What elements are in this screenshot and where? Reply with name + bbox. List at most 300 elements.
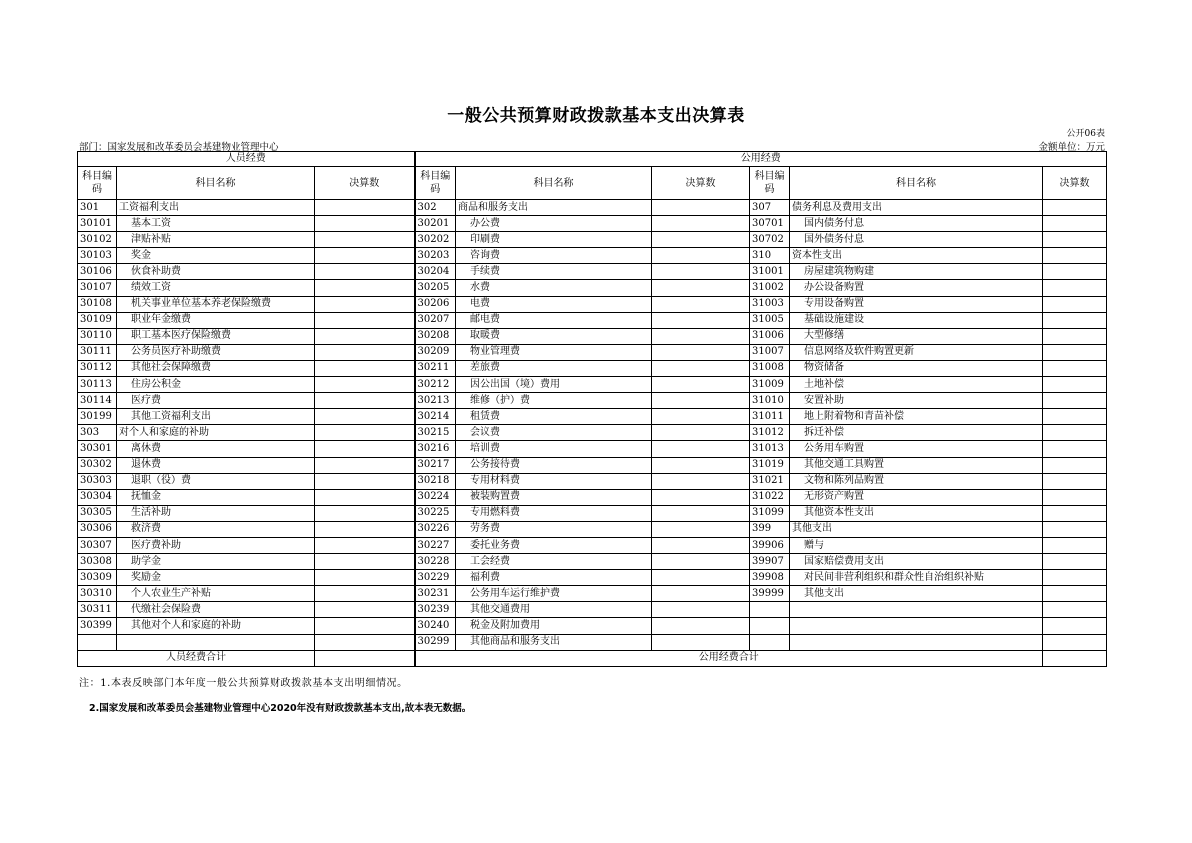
amount-cell: [652, 473, 750, 489]
group-header-public: 公用经费: [415, 152, 1107, 167]
amount-cell: [1043, 489, 1107, 505]
amount-cell: [1043, 409, 1107, 425]
subject-name: 公务用车运行维护费: [456, 586, 652, 602]
subject-code: 30201: [415, 216, 456, 232]
subject-code: 30205: [415, 280, 456, 296]
subject-name: 租赁费: [456, 409, 652, 425]
subject-name: 邮电费: [456, 312, 652, 328]
subject-code: 31022: [750, 489, 790, 505]
subject-code: 30202: [415, 232, 456, 248]
subject-code: 30310: [78, 586, 117, 602]
amount-cell: [652, 441, 750, 457]
amount-cell: [315, 505, 415, 521]
subject-name: 地上附着物和青苗补偿: [790, 409, 1043, 425]
subject-code: 31001: [750, 264, 790, 280]
note-2: 2.国家发展和改革委员会基建物业管理中心2020年没有财政拨款基本支出,故本表无数据。: [89, 703, 472, 714]
amount-cell: [315, 264, 415, 280]
subject-code: 30101: [78, 216, 117, 232]
col-header-name: 科目名称: [456, 167, 652, 200]
subject-name: 工会经费: [456, 554, 652, 570]
table-row: [78, 570, 1107, 586]
subject-code: 30199: [78, 409, 117, 425]
subject-code: 30102: [78, 232, 117, 248]
amount-cell: [1043, 505, 1107, 521]
amount-cell: [652, 570, 750, 586]
col-header-name: 科目名称: [790, 167, 1043, 200]
table-row: [78, 473, 1107, 489]
table-row: [78, 216, 1107, 232]
subject-code: 30217: [415, 457, 456, 473]
amount-cell: [1043, 216, 1107, 232]
subject-name: 专用设备购置: [790, 296, 1043, 312]
amount-cell: [315, 634, 415, 650]
subject-code: [78, 634, 117, 650]
amount-cell: [1043, 296, 1107, 312]
subject-code: 30701: [750, 216, 790, 232]
subject-code: [750, 634, 790, 650]
subject-name: 职工基本医疗保险缴费: [117, 328, 315, 344]
subject-code: 30204: [415, 264, 456, 280]
unit-label: 金额单位：万元: [1038, 142, 1105, 153]
amount-cell: [652, 216, 750, 232]
public-total-label: 公用经费合计: [415, 650, 1043, 666]
subject-name: 办公费: [456, 216, 652, 232]
subject-code: 30111: [78, 344, 117, 360]
expenditure-table: [77, 151, 1107, 667]
subject-code: 30207: [415, 312, 456, 328]
subject-name: 劳务费: [456, 521, 652, 537]
subject-code: 30305: [78, 505, 117, 521]
subject-name: 住房公积金: [117, 377, 315, 393]
subject-name: 奖励金: [117, 570, 315, 586]
table-row: [78, 377, 1107, 393]
subject-code: 30308: [78, 554, 117, 570]
amount-cell: [315, 457, 415, 473]
amount-cell: [1043, 473, 1107, 489]
subject-name: [790, 634, 1043, 650]
amount-cell: [652, 537, 750, 553]
subject-code: 30311: [78, 602, 117, 618]
subject-name: 其他交通工具购置: [790, 457, 1043, 473]
subject-name: 工资福利支出: [117, 200, 315, 216]
subject-name: 其他支出: [790, 521, 1043, 537]
col-header-code: 科目编码: [415, 167, 456, 200]
col-header-name: 科目名称: [117, 167, 315, 200]
amount-cell: [1043, 425, 1107, 441]
public-total-amount: [1043, 650, 1107, 666]
table-row: [78, 618, 1107, 634]
amount-cell: [652, 457, 750, 473]
subject-code: 30304: [78, 489, 117, 505]
table-row: [78, 521, 1107, 537]
amount-cell: [1043, 328, 1107, 344]
amount-cell: [315, 248, 415, 264]
subject-name: 个人农业生产补贴: [117, 586, 315, 602]
subject-name: 公务用车购置: [790, 441, 1043, 457]
subject-name: [790, 602, 1043, 618]
subject-code: 30109: [78, 312, 117, 328]
subject-code: 301: [78, 200, 117, 216]
amount-cell: [652, 296, 750, 312]
table-row: [78, 634, 1107, 650]
subject-name: 对民间非营利组织和群众性自治组织补贴: [790, 570, 1043, 586]
subject-code: 30303: [78, 473, 117, 489]
subject-code: 303: [78, 425, 117, 441]
subject-name: 水费: [456, 280, 652, 296]
subject-name: 赠与: [790, 537, 1043, 553]
subject-name: 生活补助: [117, 505, 315, 521]
subject-name: 专用材料费: [456, 473, 652, 489]
subject-name: 咨询费: [456, 248, 652, 264]
subject-name: 其他工资福利支出: [117, 409, 315, 425]
subject-name: 退职（役）费: [117, 473, 315, 489]
subject-code: 30307: [78, 537, 117, 553]
subject-name: 专用燃料费: [456, 505, 652, 521]
subject-name: 手续费: [456, 264, 652, 280]
subject-code: 31019: [750, 457, 790, 473]
amount-cell: [315, 554, 415, 570]
amount-cell: [1043, 264, 1107, 280]
subject-name: 办公设备购置: [790, 280, 1043, 296]
subject-code: 30211: [415, 360, 456, 376]
subject-name: 安置补助: [790, 393, 1043, 409]
subject-code: [750, 618, 790, 634]
table-row: [78, 489, 1107, 505]
table-row: [78, 505, 1107, 521]
subject-name: 伙食补助费: [117, 264, 315, 280]
subject-code: 31009: [750, 377, 790, 393]
subject-name: 其他资本性支出: [790, 505, 1043, 521]
amount-cell: [652, 328, 750, 344]
table-row: [78, 360, 1107, 376]
amount-cell: [1043, 618, 1107, 634]
table-row: [78, 441, 1107, 457]
subject-name: 取暖费: [456, 328, 652, 344]
amount-cell: [1043, 602, 1107, 618]
subject-name: 救济费: [117, 521, 315, 537]
subject-name: 国内债务付息: [790, 216, 1043, 232]
subject-code: 39906: [750, 537, 790, 553]
amount-cell: [652, 264, 750, 280]
amount-cell: [315, 393, 415, 409]
amount-cell: [1043, 360, 1107, 376]
subject-name: 大型修缮: [790, 328, 1043, 344]
amount-cell: [1043, 441, 1107, 457]
subject-code: 30108: [78, 296, 117, 312]
amount-cell: [652, 505, 750, 521]
subject-code: 310: [750, 248, 790, 264]
subject-code: 30209: [415, 344, 456, 360]
department-label: 部门：国家发展和改革委员会基建物业管理中心: [79, 142, 279, 153]
subject-code: 31011: [750, 409, 790, 425]
subject-code: 30107: [78, 280, 117, 296]
table-row: [78, 586, 1107, 602]
subject-code: 31003: [750, 296, 790, 312]
subject-name: 国外债务付息: [790, 232, 1043, 248]
subject-name: 其他交通费用: [456, 602, 652, 618]
table-row: [78, 554, 1107, 570]
amount-cell: [1043, 232, 1107, 248]
subject-name: 基本工资: [117, 216, 315, 232]
amount-cell: [315, 232, 415, 248]
table-row: [78, 344, 1107, 360]
col-header-code: 科目编码: [78, 167, 117, 200]
subject-name: 会议费: [456, 425, 652, 441]
table-row: [78, 312, 1107, 328]
col-header-amount: 决算数: [315, 167, 415, 200]
subject-code: 30110: [78, 328, 117, 344]
amount-cell: [315, 489, 415, 505]
subject-code: 30702: [750, 232, 790, 248]
subject-code: 30114: [78, 393, 117, 409]
subject-code: 31021: [750, 473, 790, 489]
subject-name: 委托业务费: [456, 537, 652, 553]
table-row: [78, 264, 1107, 280]
subject-code: 30214: [415, 409, 456, 425]
table-code: 公开06表: [1066, 129, 1105, 139]
subject-name: 因公出国（境）费用: [456, 377, 652, 393]
subject-name: 其他对个人和家庭的补助: [117, 618, 315, 634]
subject-code: 30399: [78, 618, 117, 634]
subject-code: 30227: [415, 537, 456, 553]
amount-cell: [1043, 521, 1107, 537]
table-row: [78, 328, 1107, 344]
subject-name: 信息网络及软件购置更新: [790, 344, 1043, 360]
amount-cell: [1043, 393, 1107, 409]
group-header-personnel: 人员经费: [78, 152, 415, 167]
amount-cell: [652, 248, 750, 264]
amount-cell: [315, 521, 415, 537]
subject-code: 30225: [415, 505, 456, 521]
amount-cell: [315, 586, 415, 602]
table-row: [78, 280, 1107, 296]
amount-cell: [1043, 537, 1107, 553]
subject-code: 39999: [750, 586, 790, 602]
subject-name: 退休费: [117, 457, 315, 473]
subject-code: 30218: [415, 473, 456, 489]
amount-cell: [315, 425, 415, 441]
table-row: [78, 393, 1107, 409]
amount-cell: [315, 312, 415, 328]
amount-cell: [1043, 312, 1107, 328]
subject-name: 对个人和家庭的补助: [117, 425, 315, 441]
subject-code: 31013: [750, 441, 790, 457]
subject-name: 机关事业单位基本养老保险缴费: [117, 296, 315, 312]
amount-cell: [315, 473, 415, 489]
subject-code: 30231: [415, 586, 456, 602]
amount-cell: [1043, 634, 1107, 650]
subject-code: 399: [750, 521, 790, 537]
subject-name: 代缴社会保险费: [117, 602, 315, 618]
subject-name: 拆迁补偿: [790, 425, 1043, 441]
subject-code: 30224: [415, 489, 456, 505]
subject-name: 维修（护）费: [456, 393, 652, 409]
page-title: 一般公共预算财政拨款基本支出决算表: [447, 106, 745, 126]
amount-cell: [1043, 248, 1107, 264]
subject-name: 印刷费: [456, 232, 652, 248]
amount-cell: [1043, 586, 1107, 602]
subject-name: 抚恤金: [117, 489, 315, 505]
subject-code: 30113: [78, 377, 117, 393]
column-header-row: [78, 167, 1107, 200]
amount-cell: [315, 200, 415, 216]
subject-code: 30208: [415, 328, 456, 344]
amount-cell: [652, 618, 750, 634]
subject-name: 文物和陈列品购置: [790, 473, 1043, 489]
amount-cell: [315, 377, 415, 393]
subject-code: 30240: [415, 618, 456, 634]
amount-cell: [652, 200, 750, 216]
subject-code: 30203: [415, 248, 456, 264]
amount-cell: [315, 296, 415, 312]
subject-name: 奖金: [117, 248, 315, 264]
amount-cell: [315, 344, 415, 360]
subject-code: 31099: [750, 505, 790, 521]
subject-name: 房屋建筑物购建: [790, 264, 1043, 280]
subject-name: 公务员医疗补助缴费: [117, 344, 315, 360]
amount-cell: [1043, 344, 1107, 360]
amount-cell: [652, 393, 750, 409]
subject-code: 30301: [78, 441, 117, 457]
subject-code: 30239: [415, 602, 456, 618]
table-row: [78, 425, 1107, 441]
group-header-row: [78, 152, 1107, 167]
amount-cell: [315, 216, 415, 232]
amount-cell: [652, 554, 750, 570]
amount-cell: [652, 344, 750, 360]
subject-name: 税金及附加费用: [456, 618, 652, 634]
amount-cell: [652, 425, 750, 441]
note-1: 注：1.本表反映部门本年度一般公共预算财政拨款基本支出明细情况。: [79, 678, 408, 689]
subject-code: 31006: [750, 328, 790, 344]
subject-code: [750, 602, 790, 618]
table-row: [78, 602, 1107, 618]
amount-cell: [652, 489, 750, 505]
subject-name: [117, 634, 315, 650]
personnel-total-label: 人员经费合计: [78, 650, 315, 666]
amount-cell: [315, 570, 415, 586]
subject-code: 30309: [78, 570, 117, 586]
amount-cell: [315, 602, 415, 618]
subject-name: 医疗费补助: [117, 537, 315, 553]
subject-name: 职业年金缴费: [117, 312, 315, 328]
subject-name: 国家赔偿费用支出: [790, 554, 1043, 570]
subject-code: 30226: [415, 521, 456, 537]
subject-name: 资本性支出: [790, 248, 1043, 264]
subject-code: 31008: [750, 360, 790, 376]
subject-code: 302: [415, 200, 456, 216]
amount-cell: [315, 441, 415, 457]
subject-name: 医疗费: [117, 393, 315, 409]
subject-name: 被装购置费: [456, 489, 652, 505]
subject-code: 30112: [78, 360, 117, 376]
amount-cell: [1043, 280, 1107, 296]
subject-name: 电费: [456, 296, 652, 312]
subject-name: [790, 618, 1043, 634]
personnel-total-amount: [315, 650, 415, 666]
subject-code: 30103: [78, 248, 117, 264]
subject-name: 差旅费: [456, 360, 652, 376]
subject-name: 福利费: [456, 570, 652, 586]
table-row: [78, 409, 1107, 425]
amount-cell: [652, 602, 750, 618]
subject-code: 30299: [415, 634, 456, 650]
amount-cell: [1043, 457, 1107, 473]
subject-name: 津贴补贴: [117, 232, 315, 248]
col-header-code: 科目编码: [750, 167, 790, 200]
amount-cell: [315, 537, 415, 553]
table-row: [78, 200, 1107, 216]
amount-cell: [652, 280, 750, 296]
subject-name: 土地补偿: [790, 377, 1043, 393]
subject-code: 39908: [750, 570, 790, 586]
subject-code: 31005: [750, 312, 790, 328]
subject-code: 30228: [415, 554, 456, 570]
subject-code: 30306: [78, 521, 117, 537]
table-row: [78, 296, 1107, 312]
table-row: [78, 232, 1107, 248]
table-row: [78, 248, 1107, 264]
amount-cell: [1043, 377, 1107, 393]
subject-code: 30215: [415, 425, 456, 441]
subject-name: 培训费: [456, 441, 652, 457]
amount-cell: [652, 586, 750, 602]
subject-code: 31010: [750, 393, 790, 409]
amount-cell: [652, 521, 750, 537]
subject-name: 助学金: [117, 554, 315, 570]
totals-row: [78, 650, 1107, 666]
amount-cell: [652, 409, 750, 425]
subject-name: 其他商品和服务支出: [456, 634, 652, 650]
subject-code: 30213: [415, 393, 456, 409]
amount-cell: [315, 409, 415, 425]
amount-cell: [1043, 200, 1107, 216]
amount-cell: [652, 634, 750, 650]
amount-cell: [315, 280, 415, 296]
subject-code: 31012: [750, 425, 790, 441]
col-header-amount: 决算数: [1043, 167, 1107, 200]
subject-name: 物资储备: [790, 360, 1043, 376]
amount-cell: [652, 232, 750, 248]
amount-cell: [1043, 554, 1107, 570]
subject-name: 商品和服务支出: [456, 200, 652, 216]
amount-cell: [315, 618, 415, 634]
subject-code: 39907: [750, 554, 790, 570]
subject-code: 307: [750, 200, 790, 216]
subject-name: 物业管理费: [456, 344, 652, 360]
subject-name: 基础设施建设: [790, 312, 1043, 328]
subject-code: 31002: [750, 280, 790, 296]
table-row: [78, 537, 1107, 553]
table-row: [78, 457, 1107, 473]
subject-code: 30106: [78, 264, 117, 280]
amount-cell: [652, 312, 750, 328]
subject-name: 无形资产购置: [790, 489, 1043, 505]
amount-cell: [652, 360, 750, 376]
subject-code: 30216: [415, 441, 456, 457]
col-header-amount: 决算数: [652, 167, 750, 200]
subject-name: 离休费: [117, 441, 315, 457]
subject-code: 31007: [750, 344, 790, 360]
subject-code: 30229: [415, 570, 456, 586]
subject-code: 30212: [415, 377, 456, 393]
subject-code: 30302: [78, 457, 117, 473]
subject-name: 债务利息及费用支出: [790, 200, 1043, 216]
amount-cell: [315, 360, 415, 376]
subject-name: 绩效工资: [117, 280, 315, 296]
subject-code: 30206: [415, 296, 456, 312]
subject-name: 公务接待费: [456, 457, 652, 473]
